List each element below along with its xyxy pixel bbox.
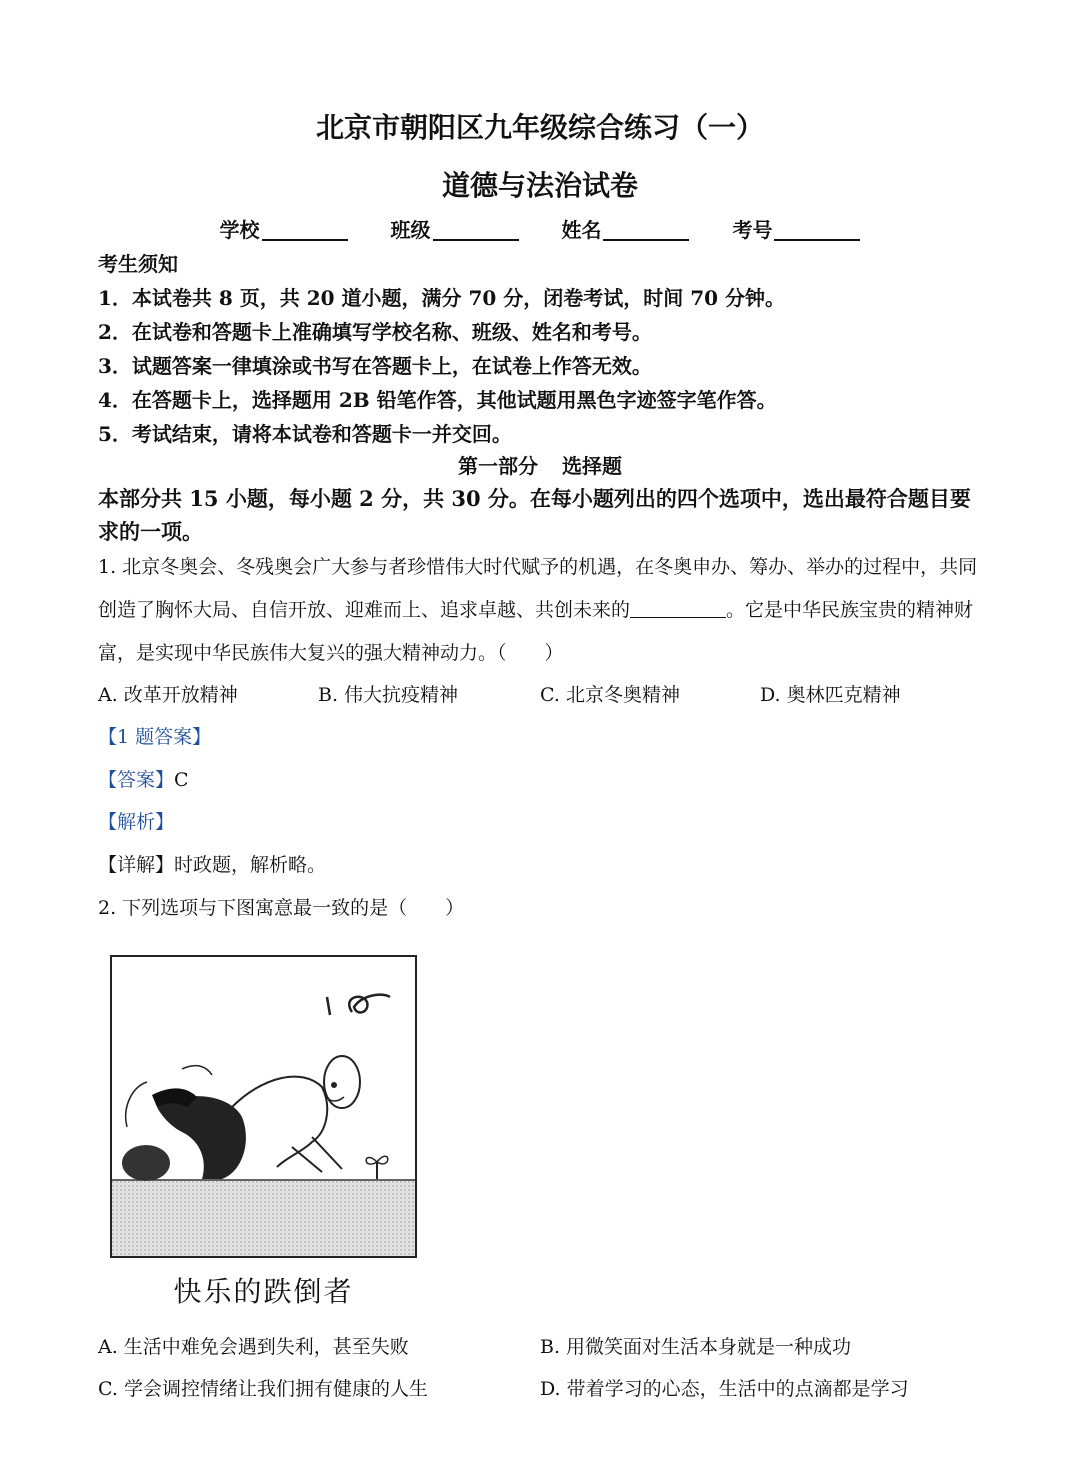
exam-number-field: 考号 (732, 214, 860, 243)
q1-fill-blank (630, 599, 726, 618)
notice-item: 1．本试卷共 8 页，共 20 道小题，满分 70 分，闭卷考试，时间 70 分钟。 (98, 286, 786, 310)
q1-analysis-label: 【解析】 (98, 811, 175, 833)
q1-option-a: A. 改革开放精神 (98, 684, 238, 706)
q1-detail: 【详解】时政题，解析略。 (98, 854, 327, 876)
q1-option-c: C. 北京冬奥精神 (540, 684, 680, 706)
rock (122, 1145, 170, 1181)
q2-option-c: C. 学会调控情绪让我们拥有健康的人生 (98, 1378, 428, 1400)
q2-option-b: B. 用微笑面对生活本身就是一种成功 (540, 1336, 852, 1358)
q1-answer-header: 【1 题答案】 (98, 726, 212, 748)
q2-stem: 2. 下列选项与下图寓意最一致的是（ ） (98, 897, 465, 919)
q1-stem-line2: 创造了胸怀大局、自信开放、迎难而上、追求卓越、共创未来的 。它是中华民族宝贵的精神财 (98, 599, 974, 621)
ground (112, 1180, 415, 1256)
notice-item: 4．在答题卡上，选择题用 2B 铅笔作答，其他试题用黑色字迹签字笔作答。 (98, 388, 777, 412)
cartoon-illustration (112, 957, 415, 1256)
figure-caption: 快乐的跌倒者 (173, 1275, 354, 1308)
section-intro: 本部分共 15 小题，每小题 2 分，共 30 分。在每小题列出的四个选项中，选出最符合题目要求的一项。 (98, 486, 971, 544)
student-info-row (0, 214, 1080, 243)
q1-option-d: D. 奥林匹克精神 (760, 684, 901, 706)
cartoon-figure (110, 955, 417, 1258)
music-notes (349, 995, 390, 1013)
q1-stem-line3: 富，是实现中华民族伟大复兴的强大精神动力。（ ） (98, 642, 564, 664)
exam-title: 北京市朝阳区九年级综合练习（一） (315, 111, 764, 144)
fallen-person-body (157, 1096, 246, 1179)
q2-option-a: A. 生活中难免会遇到失利，甚至失败 (98, 1336, 409, 1358)
exam-number-blank (774, 219, 860, 241)
notice-item: 5．考试结束，请将本试卷和答题卡一并交回。 (98, 422, 512, 446)
class-field: 班级 (391, 214, 519, 243)
class-blank (433, 219, 519, 241)
q2-option-d: D. 带着学习的心态，生活中的点滴都是学习 (540, 1378, 909, 1400)
school-blank (262, 219, 348, 241)
school-field: 学校 (220, 214, 348, 243)
notice-title: 考生须知 (98, 252, 178, 276)
exam-subtitle: 道德与法治试卷 (441, 169, 638, 202)
q1-option-b: B. 伟大抗疫精神 (318, 684, 459, 706)
q1-answer: 【答案】C (98, 769, 189, 791)
section-title: 第一部分 选择题 (458, 454, 622, 478)
notice-item: 2．在试卷和答题卡上准确填写学校名称、班级、姓名和考号。 (98, 320, 652, 344)
notice-item: 3．试题答案一律填涂或书写在答题卡上，在试卷上作答无效。 (98, 354, 652, 378)
q1-stem-line1: 1. 北京冬奥会、冬残奥会广大参与者珍惜伟大时代赋予的机遇，在冬奥申办、筹办、举办的过程中，共同 (98, 556, 978, 578)
name-field: 姓名 (561, 214, 689, 243)
name-blank (603, 219, 689, 241)
